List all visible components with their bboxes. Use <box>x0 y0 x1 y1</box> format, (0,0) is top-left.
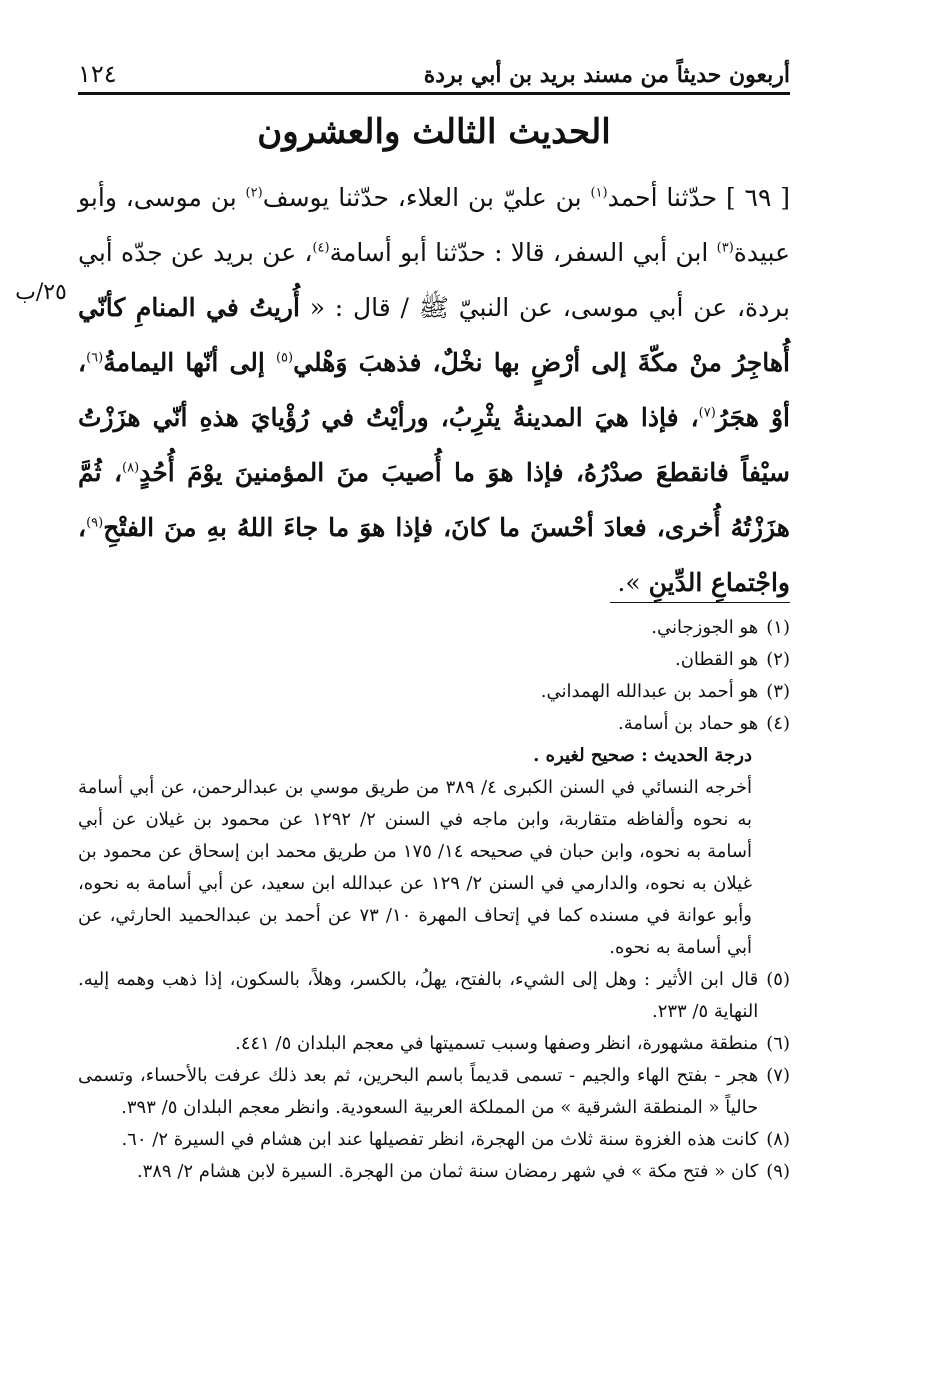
hadith-grade-heading: درجة الحديث : صحيح لغيره . <box>533 745 752 766</box>
footnote-ref-2: (٢) <box>245 185 263 201</box>
footnote-number: (٧) <box>766 1065 790 1086</box>
matn-part-6: ، واجْتماعِ الدِّينِ <box>78 513 790 597</box>
matn-part-1: أُريتُ في المنامِ كأنّي أُهاجِرُ منْ مكّةَ إلى أرْضٍ بها نخْلٌ، فذهبَ وَهْلي <box>78 293 790 377</box>
footnote-3 <box>78 676 790 708</box>
isnad-part-4: ابن أبي السفر، قالا : حدّثنا أبو أسامة <box>329 238 717 267</box>
isnad-part-3: بن موسى، وأبو عبيدة <box>78 183 790 267</box>
footnote-text: هجر - بفتح الهاء والجيم - تسمى قديماً باسم البحرين، ثم بعد ذلك عرفت بالأحساء، وتسمى حالياً « المنطقة الشرقية » من المملكة العربية السعودية. وانظر معجم البلدان ٥/ ٣٩٣. <box>78 1065 759 1118</box>
footnote-7 <box>78 1060 790 1124</box>
footnote-ref-4: (٤) <box>312 240 330 256</box>
footnote-8 <box>78 1124 790 1156</box>
footnote-ref-1: (١) <box>590 185 608 201</box>
footnote-ref-3: (٣) <box>716 240 734 256</box>
chapter-title: الحديث الثالث والعشرون <box>257 112 611 152</box>
footnote-number: (٩) <box>766 1161 790 1182</box>
footnote-9 <box>78 1156 790 1188</box>
footnote-ref-6: (٦) <box>86 350 104 366</box>
running-title: أربعون حديثاً من مسند بريد بن أبي بردة <box>423 62 790 88</box>
footnote-ref-5: (٥) <box>275 350 294 366</box>
footnote-ref-7: (٧) <box>698 405 716 421</box>
matn-part-2: إلى أنّها اليمامةُ <box>103 348 276 377</box>
footnote-text: هو الجوزجاني. <box>651 617 759 638</box>
footnote-text: منطقة مشهورة، انظر وصفها وسبب تسميتها في معجم البلدان ٥/ ٤٤١. <box>235 1033 759 1054</box>
footnote-divider <box>610 602 790 603</box>
page-number: ١٢٤ <box>78 60 117 88</box>
footnote-number: (١) <box>766 617 790 638</box>
isnad-part-5: ، عن بريد عن جدّه أبي بردة، عن أبي موسى، عن النبيّ ﷺ / قال : « <box>78 238 790 322</box>
footnote-ref-9: (٩) <box>86 515 104 531</box>
page-header <box>78 48 790 95</box>
footnote-text: كان « فتح مكة » في شهر رمضان سنة ثمان من الهجرة. السيرة لابن هشام ٢/ ٣٨٩. <box>136 1161 759 1182</box>
hadith-text <box>78 170 790 610</box>
footnote-2 <box>78 644 790 676</box>
footnote-text: هو حماد بن أسامة. <box>617 713 759 734</box>
matn-part-4: ، فإذا هيَ المدينةُ يثْرِبُ، ورأيْتُ في رُؤْيايَ هذهِ أنّي هزَزْتُ سيْفاً فانقطعَ صدْرُهُ، فإذا هوَ ما أُصيبَ منَ المؤمنينَ يوْمَ أُحُدٍ <box>78 403 791 487</box>
footnote-number: (٦) <box>766 1033 790 1054</box>
footnote-4 <box>78 708 790 740</box>
isnad-part-1: [ ٦٩ ] حدّثنا أحمد <box>607 183 790 212</box>
hadith-takhrij: أخرجه النسائي في السنن الكبرى ٤/ ٣٨٩ من طريق موسي بن عبدالرحمن، عن أبي أسامة به نحوه وألفاظه متقاربة، وابن ماجه في السنن ٢/ ١٢٩٢ عن محمود بن غيلان عن أبي أسامة به نحوه، وابن حبان في صحيحه ١٤/ ١٧٥ من طريق محمد ابن إسحاق عن محمود بن غيلان به نحوه، والدارمي في السنن ٢/ ١٢٩ عن عبدالله ابن سعيد، عن أبي أسامة به نحوه، وأبو عوانة في مسنده كما في إتحاف المهرة ١٠/ ٧٣ عن أحمد بن عبدالحميد الحارثي، عن أبي أسامة به نحوه. <box>78 777 753 958</box>
isnad-part-2: بن عليّ بن العلاء، حدّثنا يوسف <box>262 183 591 212</box>
footnote-6 <box>78 1028 790 1060</box>
footnote-number: (٢) <box>766 649 790 670</box>
footnote-text: كانت هذه الغزوة سنة ثلاث من الهجرة، انظر تفصيلها عند ابن هشام في السيرة ٢/ ٦٠. <box>121 1129 759 1150</box>
footnote-text: قال ابن الأثير : وهل إلى الشيء، بالفتح، يهلُ، بالكسر، وهلاً، بالسكون، إذا ذهب وهمه إليه. النهاية ٥/ ٢٣٣. <box>78 969 759 1022</box>
footnote-number: (٥) <box>766 969 790 990</box>
matn-close: ». <box>617 568 649 597</box>
footnote-number: (٤) <box>766 713 790 734</box>
footnote-5 <box>78 964 790 1028</box>
footnote-1 <box>78 612 790 644</box>
footnote-text: هو أحمد بن عبدالله الهمداني. <box>540 681 759 702</box>
footnote-text: هو القطان. <box>674 649 759 670</box>
footnotes <box>78 612 790 1188</box>
footnote-number: (٨) <box>766 1129 790 1150</box>
matn-part-5: ، ثُمَّ هزَزْتُهُ أُخرى، فعادَ أحْسنَ ما كانَ، فإذا هوَ ما جاءَ اللهُ بهِ منَ الفتْحِ <box>78 458 790 542</box>
hadith-paragraph <box>78 170 790 610</box>
footnote-number: (٣) <box>766 681 790 702</box>
footnote-ref-8: (٨) <box>122 460 140 476</box>
margin-folio-note: ٢٥/ب <box>15 280 67 305</box>
matn-part-3: ، أوْ هجَرُ <box>78 348 791 432</box>
